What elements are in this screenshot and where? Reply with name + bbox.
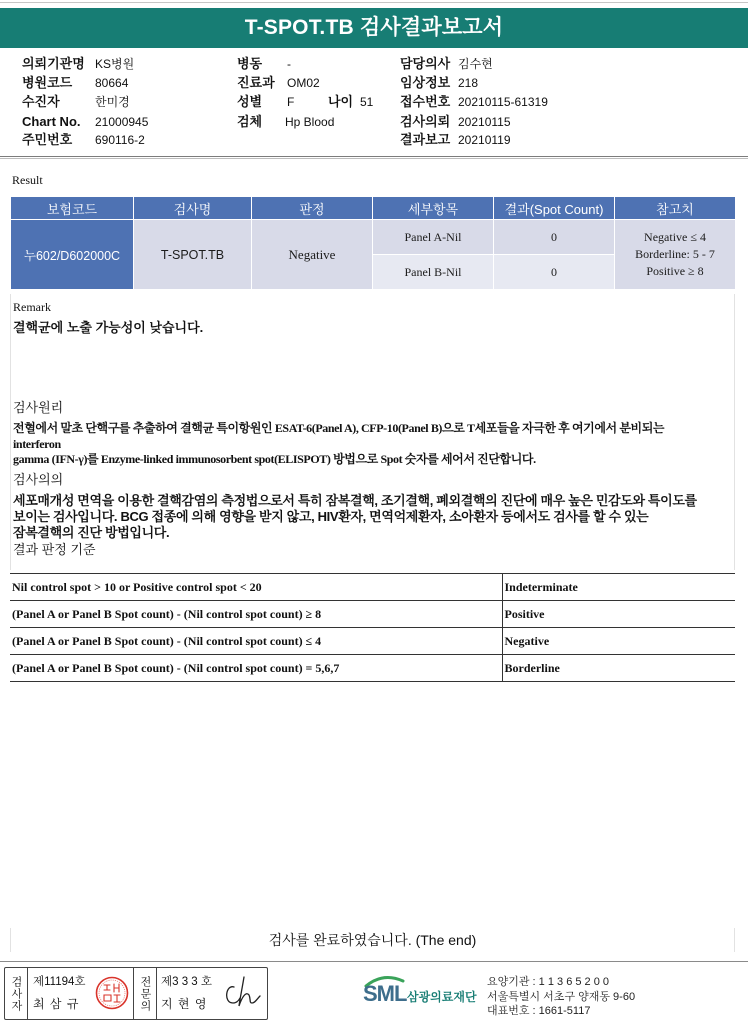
doctor-value: 김수현	[458, 57, 493, 71]
organization-name: 삼광의료재단	[407, 990, 477, 1004]
criteria-row	[10, 574, 735, 601]
signature-box	[4, 967, 268, 1020]
principle-line: gamma (IFN-γ)를 Enzyme-linked immunosorbent spot(ELISPOT) 방법으로 Spot 숫자를 세어서 진단합니다.	[13, 452, 536, 466]
chart-no-label: Chart No.	[22, 114, 81, 129]
report-info	[0, 48, 748, 154]
examiner-name: 최 삼 규	[33, 997, 80, 1011]
clinical-info-value: 218	[458, 76, 479, 90]
header-judgement: 판정	[252, 197, 373, 220]
top-divider	[0, 2, 748, 3]
specimen-value: Hp Blood	[285, 115, 335, 129]
specialist-name: 지 현 영	[161, 997, 208, 1011]
logo-mark: SML	[363, 981, 407, 1006]
significance-line: 보이는 검사입니다. BCG 접종에 의해 영향을 받지 않고, HIV환자, 면역억제환자, 소아환자 등에서도 검사를 할 수 있는	[13, 509, 649, 524]
info-divider	[0, 156, 748, 157]
institution-value: KS병원	[95, 57, 135, 71]
department-value: OM02	[287, 76, 320, 90]
spot-count-cell: 0	[494, 255, 615, 290]
organization-logo	[363, 974, 483, 1014]
remark-frame	[10, 294, 735, 570]
significance-text	[13, 493, 732, 541]
header-detail-item: 세부항목	[373, 197, 494, 220]
receipt-no-label: 접수번호	[400, 94, 451, 109]
patient-label: 수진자	[22, 94, 60, 109]
ward-label: 병동	[237, 56, 263, 71]
results-table	[10, 196, 736, 290]
clinical-info-label: 임상정보	[400, 75, 451, 90]
age-label: 나이	[328, 94, 354, 109]
detail-item-cell: Panel B-Nil	[373, 255, 494, 290]
criteria-condition: (Panel A or Panel B Spot count) - (Nil control spot count) ≤ 4	[10, 628, 502, 655]
institution-label: 의뢰기관명	[22, 56, 85, 71]
criteria-result: Positive	[502, 601, 735, 628]
receipt-no-value: 20210115-61319	[458, 95, 548, 109]
test-name-cell: T-SPOT.TB	[134, 220, 252, 290]
signature-icon	[219, 973, 263, 1013]
criteria-row	[10, 628, 735, 655]
footer-divider	[0, 961, 748, 962]
patient-value: 한미경	[95, 95, 130, 109]
hospital-code-label: 병원코드	[22, 75, 73, 90]
header-test-name: 검사명	[134, 197, 252, 220]
doctor-label: 담당의사	[400, 56, 451, 71]
criteria-table	[10, 573, 735, 682]
criteria-row	[10, 655, 735, 682]
criteria-result: Indeterminate	[502, 574, 735, 601]
criteria-condition: (Panel A or Panel B Spot count) - (Nil control spot count) = 5,6,7	[10, 655, 502, 682]
criteria-result: Borderline	[502, 655, 735, 682]
request-date-value: 20210115	[458, 115, 511, 129]
results-header-row	[11, 197, 736, 220]
specialist-role: 전문의	[139, 975, 151, 1012]
results-row	[11, 220, 736, 255]
examiner-license: 제11194호	[33, 976, 86, 988]
specialist-license: 제3 3 3 호	[161, 976, 212, 988]
reference-negative: Negative ≤ 4	[644, 230, 706, 244]
significance-line: 세포매개성 면역을 이용한 결핵감염의 측정법으로서 특히 잠복결핵, 조기결핵, 폐외결핵의 진단에 매우 높은 민감도와 특이도를	[13, 493, 697, 508]
header-insurance-code: 보험코드	[11, 197, 134, 220]
principle-line: 전혈에서 말초 단핵구를 추출하여 결핵균 특이항원인 ESAT-6(Panel A), CFP-10(Panel B)으로 T세포들을 자극한 후 여기에서 분비되는	[13, 421, 665, 435]
criteria-row	[10, 601, 735, 628]
significance-line: 잠복결핵의 진단 방법입니다.	[13, 525, 170, 540]
significance-label: 검사의의	[13, 472, 64, 487]
report-date-label: 결과보고	[400, 132, 451, 147]
spot-count-cell: 0	[494, 220, 615, 255]
detail-item-cell: Panel A-Nil	[373, 220, 494, 255]
sex-value: F	[287, 95, 295, 109]
organization-phone: 대표번호 : 1661-5117	[487, 1005, 591, 1017]
organization-address: 서울특별시 서초구 양재동 9-60	[487, 991, 636, 1003]
reference-borderline: Borderline: 5 - 7	[635, 247, 715, 261]
criteria-condition: (Panel A or Panel B Spot count) - (Nil control spot count) ≥ 8	[10, 601, 502, 628]
examiner-role-cell	[5, 968, 28, 1019]
judgement-cell: Negative	[252, 220, 373, 290]
sex-label: 성별	[237, 94, 263, 109]
resident-no-value: 690116-2	[95, 133, 145, 147]
examiner-role: 검사자	[10, 975, 22, 1012]
reference-range-cell	[615, 220, 736, 290]
hospital-code-value: 80664	[95, 76, 129, 90]
ward-value: -	[287, 57, 291, 71]
report-title: T-SPOT.TB 검사결과보고서	[0, 8, 748, 48]
principle-label: 검사원리	[13, 400, 64, 415]
specialist-role-cell	[133, 968, 157, 1019]
reference-positive: Positive ≥ 8	[646, 264, 704, 278]
result-section-label: Result	[12, 173, 43, 187]
end-of-report: 검사를 완료하였습니다. (The end)	[10, 928, 735, 952]
criteria-label: 결과 판정 기준	[13, 542, 96, 557]
request-date-label: 검사의뢰	[400, 114, 451, 129]
header-reference: 참고치	[615, 197, 736, 220]
principle-text	[13, 421, 732, 468]
resident-no-label: 주민번호	[22, 132, 73, 147]
criteria-condition: Nil control spot > 10 or Positive control spot < 20	[10, 574, 502, 601]
remark-text: 결핵균에 노출 가능성이 낮습니다.	[13, 320, 204, 335]
report-date-value: 20210119	[458, 133, 511, 147]
criteria-result: Negative	[502, 628, 735, 655]
header-spot-count: 결과(Spot Count)	[494, 197, 615, 220]
chart-no-value: 21000945	[95, 115, 149, 129]
principle-line: interferon	[13, 436, 61, 451]
remark-label: Remark	[13, 300, 51, 314]
specimen-label: 검체	[237, 114, 263, 129]
care-institution-code: 요양기관 : 1 1 3 6 5 2 0 0	[487, 976, 610, 988]
info-divider-shadow	[0, 158, 748, 159]
age-value: 51	[360, 95, 374, 109]
remark-section	[10, 294, 735, 682]
official-seal-icon	[95, 976, 129, 1010]
insurance-code-cell: 누602/D602000C	[11, 220, 134, 290]
department-label: 진료과	[237, 75, 275, 90]
